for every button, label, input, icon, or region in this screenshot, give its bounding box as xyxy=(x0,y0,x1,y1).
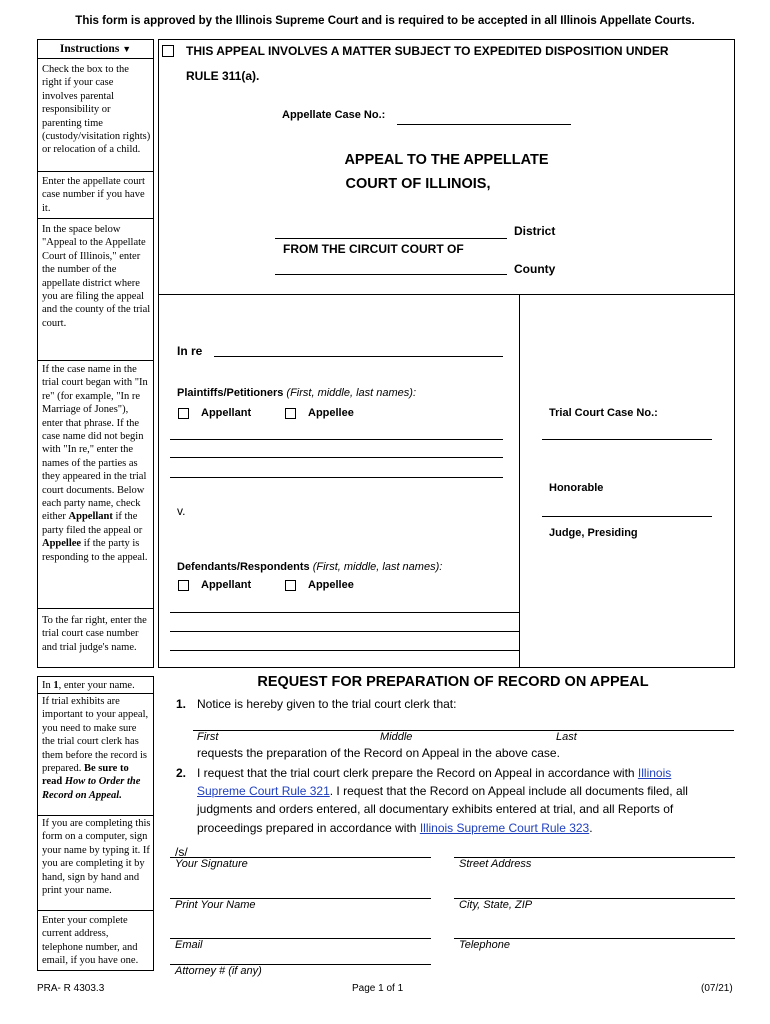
request-title: REQUEST FOR PREPARATION OF RECORD ON APPEAL xyxy=(257,674,649,690)
your-signature-label: Your Signature xyxy=(175,858,248,870)
email-field[interactable] xyxy=(170,938,431,939)
instruction-text: If the case name in the trial court began with "In re" (for example, "In re Marriage of Jones"), enter that phrase. If the case name did not begin with "In re," enter the names of the parties as they appeared in the trial court documents. Below each party name, check either xyxy=(42,364,148,523)
instruction-exhibits xyxy=(37,695,153,802)
plaintiff-appellee-label: Appellee xyxy=(308,407,354,419)
expedited-checkbox[interactable] xyxy=(162,45,174,57)
plaintiff-appellant-label: Appellant xyxy=(201,407,252,419)
instruction-item-number: 1 xyxy=(53,680,59,691)
item-2-line-4 xyxy=(197,821,593,835)
plaintiff-name-field[interactable] xyxy=(170,477,503,478)
caret-down-icon: ▼ xyxy=(122,44,132,54)
from-circuit-label: FROM THE CIRCUIT COURT OF xyxy=(283,242,464,256)
instruction-text: In xyxy=(42,680,54,691)
telephone-label: Telephone xyxy=(459,939,510,951)
appellate-case-field[interactable] xyxy=(397,124,571,125)
in-re-field[interactable] xyxy=(214,356,503,357)
defendant-appellant-checkbox[interactable] xyxy=(178,580,189,591)
first-name-label: First xyxy=(197,731,219,743)
rule-323-link[interactable]: Illinois Supreme Court Rule 323 xyxy=(419,821,590,835)
caption-frame xyxy=(158,39,735,668)
instruction-appellee: Appellee xyxy=(42,538,82,550)
defendant-appellant-label: Appellant xyxy=(201,579,252,591)
item-2-line-2 xyxy=(197,784,688,798)
instruction-link-title: How to Order the Record on Appeal. xyxy=(42,776,141,801)
instruction-appellant: Appellant xyxy=(68,511,113,523)
instructions-header[interactable] xyxy=(37,39,154,59)
plaintiffs-heading xyxy=(177,387,416,399)
instruction-expedited: Check the box to the right if your case involves parental responsibility or parenting time (custody/visitation rights) or relocation of a child. xyxy=(42,64,151,156)
item-2-line-3: judgments and orders entered, all documentary exhibits entered at trial, and all Reports of xyxy=(197,802,674,816)
requester-name-field[interactable] xyxy=(193,730,734,731)
trial-case-label: Trial Court Case No.: xyxy=(549,407,658,419)
expedited-line-2: RULE 311(a). xyxy=(186,69,260,83)
appellate-case-label: Appellate Case No.: xyxy=(282,109,386,121)
defendant-name-field[interactable] xyxy=(170,631,519,632)
instruction-case-number: Enter the appellate court case number if you have it. xyxy=(42,176,145,214)
trial-case-field[interactable] xyxy=(542,439,712,440)
instruction-contact: Enter your complete current address, telephone number, and email, if you have one. xyxy=(42,915,139,967)
versus-label: v. xyxy=(177,504,186,518)
caption-column-divider xyxy=(519,294,520,668)
instruction-text: , enter your name. xyxy=(58,680,135,691)
district-label: District xyxy=(514,224,556,238)
form-id: PRA- R 4303.3 xyxy=(37,983,105,994)
court-title-1: APPEAL TO THE APPELLATE xyxy=(344,152,549,168)
last-name-label: Last xyxy=(556,731,577,743)
revision-date: (07/21) xyxy=(701,983,733,994)
divider xyxy=(37,693,154,694)
divider xyxy=(37,360,154,361)
instruction-text: if the party is responding to the appeal. xyxy=(42,538,148,563)
instructions-label: Instructions xyxy=(59,43,120,55)
instruction-text: if the party filed the appeal or xyxy=(42,511,143,536)
plaintiffs-label: Plaintiffs/Petitioners xyxy=(177,387,284,399)
instruction-name xyxy=(37,679,153,692)
email-label: Email xyxy=(175,939,203,951)
divider xyxy=(37,815,154,816)
in-re-label: In re xyxy=(177,344,203,358)
approval-notice: This form is approved by the Illinois Supreme Court and is required to be accepted in all Illinois Appellate Courts. xyxy=(75,15,695,27)
defendant-name-field[interactable] xyxy=(170,650,519,651)
plaintiffs-hint: (First, middle, last names): xyxy=(286,387,417,399)
court-title-2: COURT OF ILLINOIS, xyxy=(345,176,491,192)
instruction-case-name xyxy=(37,363,153,564)
instruction-bold: Be sure to read xyxy=(42,763,129,788)
judge-presiding-label: Judge, Presiding xyxy=(549,527,638,539)
judge-name-field[interactable] xyxy=(542,516,712,517)
county-label: County xyxy=(514,262,556,276)
defendant-appellee-checkbox[interactable] xyxy=(285,580,296,591)
item-1-continuation: requests the preparation of the Record on Appeal in the above case. xyxy=(197,746,560,760)
defendant-name-field[interactable] xyxy=(170,612,519,613)
item-2-text: I request that the trial court clerk prepare the Record on Appeal in accordance with xyxy=(197,766,638,780)
instruction-signature: If you are completing this form on a computer, sign your name by typing it. If you are completing it by hand, sign by hand and print your name. xyxy=(42,818,151,897)
street-address-label: Street Address xyxy=(459,858,532,870)
city-state-zip-label: City, State, ZIP xyxy=(459,899,533,911)
instruction-district: In the space below "Appeal to the Appellate Court of Illinois," enter the number of the appellate district where you are filing the appeal and the county of the trial court. xyxy=(42,224,151,329)
defendants-heading xyxy=(177,561,442,573)
rule-321-link[interactable]: Supreme Court Rule 321 xyxy=(197,784,330,798)
divider xyxy=(37,910,154,911)
print-name-label: Print Your Name xyxy=(175,899,256,911)
plaintiff-appellant-checkbox[interactable] xyxy=(178,408,189,419)
plaintiff-name-field[interactable] xyxy=(170,439,503,440)
divider xyxy=(37,608,154,609)
item-2-line-1 xyxy=(197,766,671,780)
attorney-number-label: Attorney # (if any) xyxy=(175,965,262,977)
defendant-appellee-label: Appellee xyxy=(308,579,354,591)
divider xyxy=(37,171,154,172)
item-2-text: . I request that the Record on Appeal include all documents filed, all xyxy=(329,784,688,798)
item-1-text: Notice is hereby given to the trial court clerk that: xyxy=(197,697,457,711)
item-2-text: proceedings prepared in accordance with xyxy=(197,821,420,835)
signature-value[interactable]: /s/ xyxy=(175,845,188,859)
defendants-hint: (First, middle, last names): xyxy=(312,561,443,573)
defendants-label: Defendants/Respondents xyxy=(177,561,310,573)
district-field[interactable] xyxy=(275,238,507,239)
item-1-number: 1. xyxy=(176,697,187,711)
instruction-trial-case: To the far right, enter the trial court case number and trial judge's name. xyxy=(42,615,147,653)
county-field[interactable] xyxy=(275,274,507,275)
divider xyxy=(37,218,154,219)
honorable-label: Honorable xyxy=(549,482,604,494)
plaintiff-name-field[interactable] xyxy=(170,457,503,458)
expedited-line-1: THIS APPEAL INVOLVES A MATTER SUBJECT TO EXPEDITED DISPOSITION UNDER xyxy=(186,44,669,58)
middle-name-label: Middle xyxy=(380,731,413,743)
item-2-text: . xyxy=(589,821,593,835)
caption-divider xyxy=(158,294,735,295)
rule-321-link[interactable]: Illinois xyxy=(637,766,672,780)
instruction-text: If trial exhibits are important to your appeal, you need to make sure the trial court clerk has them before the record is prepared. xyxy=(42,696,149,775)
item-2-number: 2. xyxy=(176,766,187,780)
plaintiff-appellee-checkbox[interactable] xyxy=(285,408,296,419)
page-number: Page 1 of 1 xyxy=(352,983,404,994)
